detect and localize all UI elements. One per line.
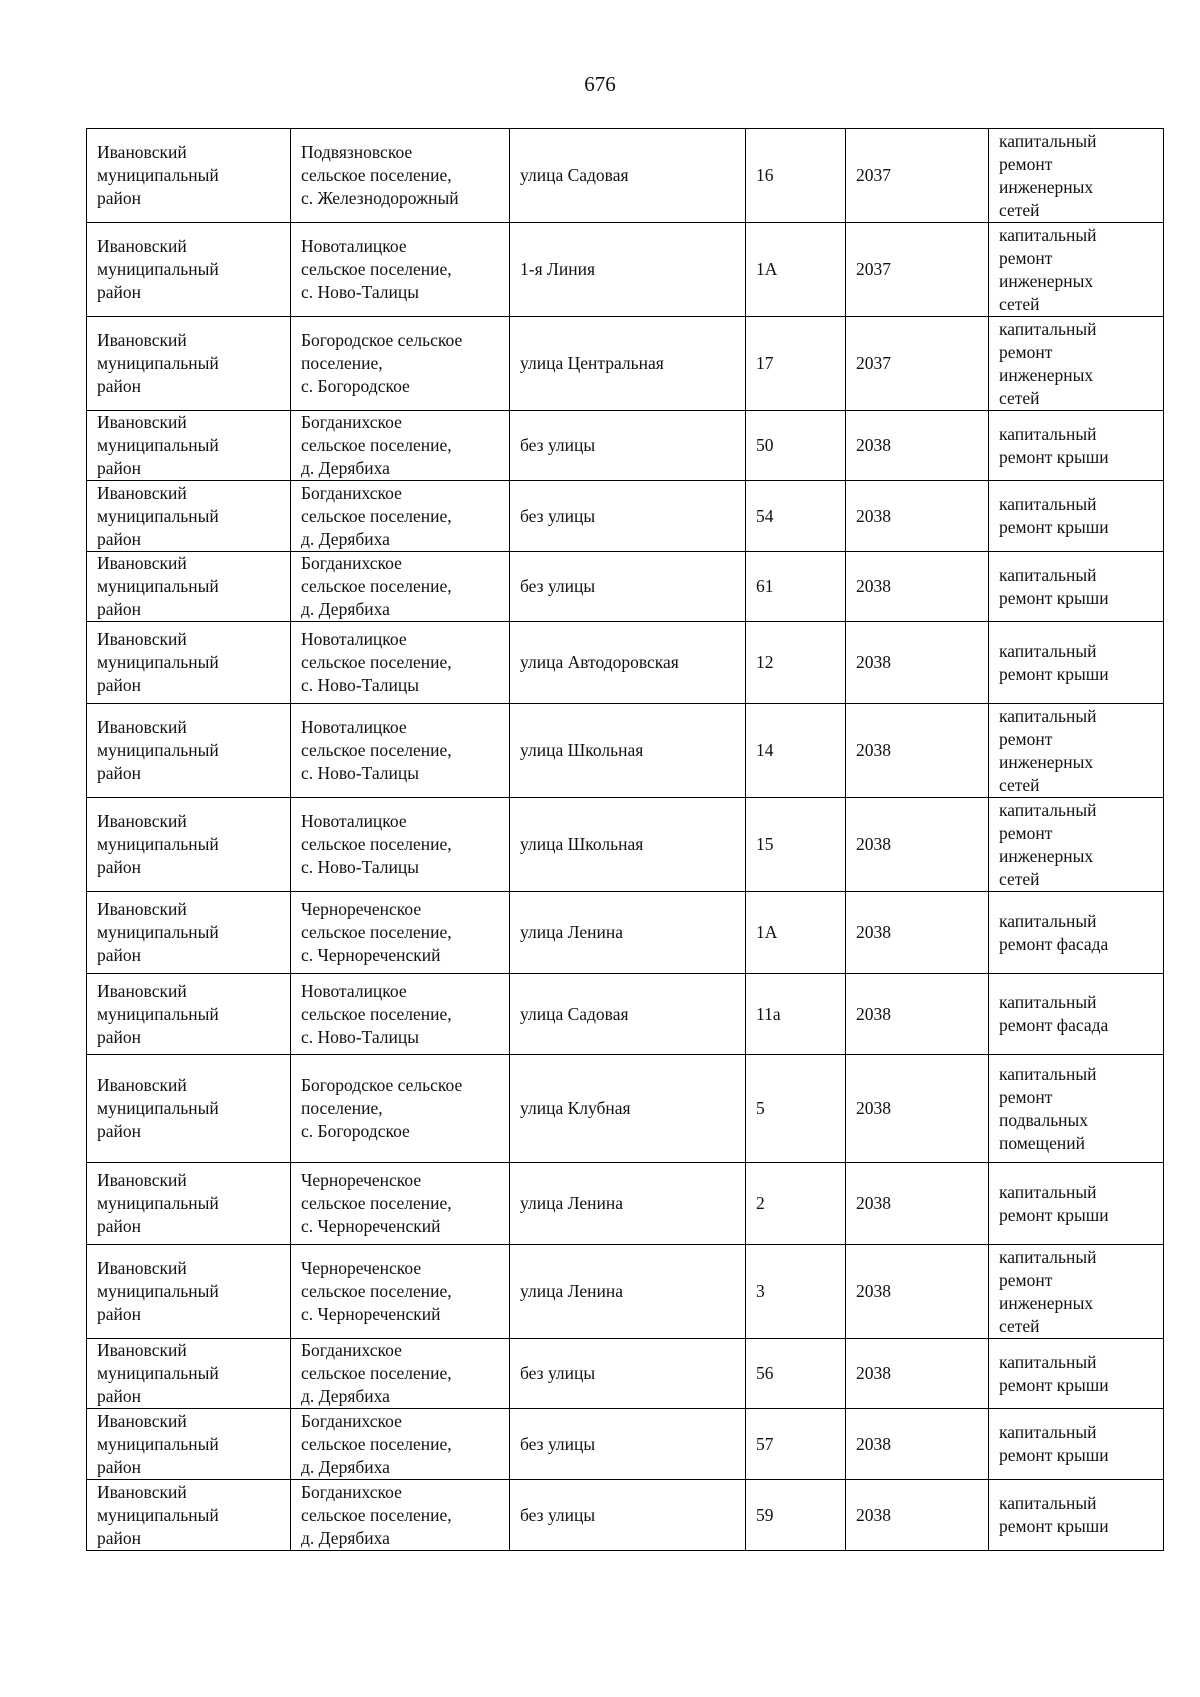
year-cell: [846, 1055, 989, 1163]
settlement-cell-text: Богородское сельское поселение, с. Богородское: [301, 1075, 463, 1141]
district-cell: [87, 1055, 291, 1163]
year-cell-text: 2038: [856, 1098, 891, 1118]
work-type-cell: [989, 1245, 1164, 1339]
district-cell: [87, 1163, 291, 1245]
year-cell: [846, 481, 989, 552]
district-cell: [87, 1480, 291, 1551]
table-row: [87, 411, 1164, 481]
district-cell: [87, 552, 291, 622]
house-number-cell-text: 54: [756, 505, 774, 526]
work-type-cell-text: капитальный ремонт инженерных сетей: [999, 318, 1097, 408]
table-row: [87, 1339, 1164, 1409]
street-cell-text: улица Клубная: [520, 1098, 631, 1118]
settlement-cell-text: Новоталицкое сельское поселение, с. Ново-Талицы: [301, 717, 452, 783]
street-cell-text: улица Ленина: [520, 1193, 623, 1213]
district-cell-text: Ивановский муниципальный район: [97, 412, 219, 478]
street-cell-text: улица Центральная: [520, 353, 664, 373]
district-cell: [87, 974, 291, 1055]
year-cell-text: 2038: [856, 1433, 891, 1454]
year-cell-text: 2038: [856, 1193, 891, 1213]
work-type-cell: [989, 481, 1164, 552]
table-row: [87, 552, 1164, 622]
work-type-cell: [989, 622, 1164, 704]
year-cell-text: 2037: [856, 165, 891, 185]
settlement-cell-text: Богданихское сельское поселение, д. Дерябиха: [301, 412, 452, 478]
work-type-cell-text: капитальный ремонт крыши: [999, 1422, 1109, 1465]
year-cell: [846, 798, 989, 892]
table-row: [87, 129, 1164, 223]
work-type-cell-text: капитальный ремонт инженерных сетей: [999, 705, 1097, 795]
street-cell: [510, 411, 746, 481]
year-cell: [846, 1245, 989, 1339]
year-cell: [846, 129, 989, 223]
house-number-cell: [746, 798, 846, 892]
district-cell-text: Ивановский муниципальный район: [97, 899, 219, 965]
year-cell: [846, 317, 989, 411]
housing-repair-table: [86, 128, 1164, 1551]
settlement-cell-text: Чернореченское сельское поселение, с. Чернореченский: [301, 1258, 452, 1324]
settlement-cell: [291, 317, 510, 411]
work-type-cell-text: капитальный ремонт крыши: [999, 494, 1109, 537]
settlement-cell: [291, 622, 510, 704]
street-cell: [510, 223, 746, 317]
work-type-cell-text: капитальный ремонт инженерных сетей: [999, 224, 1097, 314]
house-number-cell: [746, 622, 846, 704]
settlement-cell: [291, 1339, 510, 1409]
house-number-cell-text: 56: [756, 1363, 774, 1383]
street-cell: [510, 1055, 746, 1163]
house-number-cell-text: 11а: [756, 1003, 781, 1024]
settlement-cell-text: Богданихское сельское поселение, д. Дерябиха: [301, 482, 452, 549]
house-number-cell: [746, 317, 846, 411]
district-cell-text: Ивановский муниципальный район: [97, 142, 219, 208]
work-type-cell: [989, 1055, 1164, 1163]
work-type-cell-text: капитальный ремонт крыши: [999, 1493, 1109, 1536]
house-number-cell-text: 61: [756, 576, 774, 596]
house-number-cell-text: 15: [756, 834, 774, 854]
year-cell-text: 2038: [856, 435, 891, 455]
settlement-cell: [291, 892, 510, 974]
year-cell: [846, 704, 989, 798]
street-cell-text: без улицы: [520, 505, 596, 526]
street-cell: [510, 317, 746, 411]
year-cell-text: 2038: [856, 1003, 891, 1024]
settlement-cell-text: Подвязновское сельское поселение, с. Железнодорожный: [301, 142, 459, 208]
table-row: [87, 798, 1164, 892]
year-cell-text: 2037: [856, 259, 891, 279]
district-cell-text: Ивановский муниципальный район: [97, 1075, 219, 1141]
street-cell-text: 1-я Линия: [520, 259, 596, 279]
district-cell: [87, 622, 291, 704]
street-cell-text: без улицы: [520, 435, 596, 455]
street-cell-text: улица Ленина: [520, 1281, 623, 1301]
street-cell-text: без улицы: [520, 1504, 596, 1525]
settlement-cell: [291, 411, 510, 481]
settlement-cell-text: Богданихское сельское поселение, д. Дерябиха: [301, 553, 452, 619]
district-cell-text: Ивановский муниципальный район: [97, 1258, 219, 1324]
work-type-cell: [989, 1163, 1164, 1245]
work-type-cell-text: капитальный ремонт крыши: [999, 1181, 1109, 1225]
house-number-cell: [746, 552, 846, 622]
street-cell: [510, 1480, 746, 1551]
district-cell-text: Ивановский муниципальный район: [97, 1481, 219, 1548]
district-cell-text: Ивановский муниципальный район: [97, 236, 219, 302]
year-cell-text: 2038: [856, 1281, 891, 1301]
page-number: 676: [584, 72, 616, 96]
district-cell-text: Ивановский муниципальный район: [97, 629, 219, 695]
work-type-cell: [989, 223, 1164, 317]
table-row: [87, 704, 1164, 798]
table-row: [87, 1409, 1164, 1480]
table-row: [87, 892, 1164, 974]
street-cell: [510, 481, 746, 552]
year-cell: [846, 411, 989, 481]
work-type-cell: [989, 411, 1164, 481]
year-cell: [846, 552, 989, 622]
street-cell: [510, 974, 746, 1055]
district-cell-text: Ивановский муниципальный район: [97, 482, 219, 549]
district-cell-text: Ивановский муниципальный район: [97, 811, 219, 877]
year-cell-text: 2038: [856, 652, 891, 672]
street-cell-text: улица Ленина: [520, 922, 623, 942]
settlement-cell-text: Новоталицкое сельское поселение, с. Ново-Талицы: [301, 980, 452, 1047]
district-cell: [87, 223, 291, 317]
year-cell: [846, 1339, 989, 1409]
house-number-cell-text: 57: [756, 1433, 774, 1454]
work-type-cell-text: капитальный ремонт инженерных сетей: [999, 799, 1097, 889]
work-type-cell-text: капитальный ремонт инженерных сетей: [999, 1246, 1097, 1336]
table-row: [87, 974, 1164, 1055]
year-cell: [846, 1409, 989, 1480]
house-number-cell-text: 50: [756, 435, 774, 455]
house-number-cell: [746, 223, 846, 317]
street-cell: [510, 892, 746, 974]
street-cell: [510, 704, 746, 798]
house-number-cell: [746, 129, 846, 223]
street-cell: [510, 1163, 746, 1245]
district-cell: [87, 1339, 291, 1409]
year-cell-text: 2038: [856, 1363, 891, 1383]
house-number-cell-text: 14: [756, 740, 774, 760]
district-cell-text: Ивановский муниципальный район: [97, 1170, 219, 1236]
street-cell: [510, 1245, 746, 1339]
year-cell: [846, 1163, 989, 1245]
house-number-cell-text: 1А: [756, 259, 778, 279]
district-cell: [87, 704, 291, 798]
year-cell: [846, 974, 989, 1055]
district-cell-text: Ивановский муниципальный район: [97, 553, 219, 619]
work-type-cell-text: капитальный ремонт фасада: [999, 910, 1109, 954]
house-number-cell: [746, 974, 846, 1055]
house-number-cell: [746, 704, 846, 798]
street-cell: [510, 622, 746, 704]
table-row: [87, 1480, 1164, 1551]
street-cell: [510, 798, 746, 892]
year-cell: [846, 223, 989, 317]
settlement-cell: [291, 974, 510, 1055]
street-cell: [510, 1409, 746, 1480]
settlement-cell: [291, 481, 510, 552]
district-cell-text: Ивановский муниципальный район: [97, 980, 219, 1047]
house-number-cell-text: 17: [756, 353, 774, 373]
district-cell-text: Ивановский муниципальный район: [97, 1340, 219, 1406]
work-type-cell: [989, 129, 1164, 223]
house-number-cell: [746, 481, 846, 552]
settlement-cell-text: Чернореченское сельское поселение, с. Чернореченский: [301, 1170, 452, 1236]
table-row: [87, 481, 1164, 552]
street-cell-text: без улицы: [520, 576, 596, 596]
settlement-cell: [291, 1055, 510, 1163]
year-cell-text: 2038: [856, 740, 891, 760]
district-cell-text: Ивановский муниципальный район: [97, 1410, 219, 1477]
house-number-cell-text: 12: [756, 652, 774, 672]
settlement-cell: [291, 129, 510, 223]
district-cell: [87, 481, 291, 552]
district-cell: [87, 1409, 291, 1480]
work-type-cell: [989, 1480, 1164, 1551]
street-cell-text: улица Садовая: [520, 1003, 629, 1024]
house-number-cell: [746, 1409, 846, 1480]
district-cell: [87, 798, 291, 892]
house-number-cell-text: 3: [756, 1281, 765, 1301]
year-cell-text: 2038: [856, 1504, 891, 1525]
settlement-cell-text: Новоталицкое сельское поселение, с. Ново-Талицы: [301, 236, 452, 302]
table-row: [87, 1055, 1164, 1163]
work-type-cell-text: капитальный ремонт крыши: [999, 423, 1109, 467]
house-number-cell: [746, 892, 846, 974]
settlement-cell-text: Богородское сельское поселение, с. Богородское: [301, 330, 463, 396]
work-type-cell: [989, 798, 1164, 892]
settlement-cell: [291, 1245, 510, 1339]
work-type-cell: [989, 974, 1164, 1055]
table-row: [87, 317, 1164, 411]
house-number-cell: [746, 1480, 846, 1551]
year-cell: [846, 622, 989, 704]
district-cell-text: Ивановский муниципальный район: [97, 330, 219, 396]
year-cell: [846, 1480, 989, 1551]
house-number-cell-text: 1А: [756, 922, 778, 942]
district-cell: [87, 317, 291, 411]
house-number-cell: [746, 411, 846, 481]
year-cell-text: 2037: [856, 353, 891, 373]
settlement-cell: [291, 1163, 510, 1245]
work-type-cell-text: капитальный ремонт подвальных помещений: [999, 1063, 1097, 1153]
house-number-cell-text: 5: [756, 1098, 765, 1118]
district-cell: [87, 129, 291, 223]
year-cell-text: 2038: [856, 505, 891, 526]
table-row: [87, 1245, 1164, 1339]
work-type-cell-text: капитальный ремонт крыши: [999, 564, 1109, 608]
district-cell-text: Ивановский муниципальный район: [97, 717, 219, 783]
work-type-cell: [989, 1339, 1164, 1409]
table-row: [87, 223, 1164, 317]
settlement-cell-text: Богданихское сельское поселение, д. Дерябиха: [301, 1481, 452, 1548]
work-type-cell-text: капитальный ремонт крыши: [999, 1351, 1109, 1395]
street-cell-text: улица Школьная: [520, 740, 644, 760]
district-cell: [87, 1245, 291, 1339]
work-type-cell: [989, 892, 1164, 974]
district-cell: [87, 892, 291, 974]
work-type-cell: [989, 1409, 1164, 1480]
work-type-cell: [989, 552, 1164, 622]
work-type-cell-text: капитальный ремонт фасада: [999, 992, 1109, 1035]
settlement-cell: [291, 798, 510, 892]
house-number-cell-text: 2: [756, 1193, 765, 1213]
street-cell-text: без улицы: [520, 1433, 596, 1454]
house-number-cell-text: 59: [756, 1504, 774, 1525]
work-type-cell: [989, 704, 1164, 798]
house-number-cell: [746, 1055, 846, 1163]
work-type-cell: [989, 317, 1164, 411]
street-cell: [510, 129, 746, 223]
table-row: [87, 1163, 1164, 1245]
settlement-cell: [291, 1409, 510, 1480]
year-cell: [846, 892, 989, 974]
street-cell-text: улица Садовая: [520, 165, 629, 185]
settlement-cell: [291, 1480, 510, 1551]
house-number-cell: [746, 1245, 846, 1339]
table-row: [87, 622, 1164, 704]
year-cell-text: 2038: [856, 834, 891, 854]
street-cell-text: улица Автодоровская: [520, 652, 679, 672]
settlement-cell-text: Богданихское сельское поселение, д. Дерябиха: [301, 1410, 452, 1477]
year-cell-text: 2038: [856, 576, 891, 596]
settlement-cell: [291, 223, 510, 317]
settlement-cell-text: Богданихское сельское поселение, д. Дерябиха: [301, 1340, 452, 1406]
street-cell-text: без улицы: [520, 1363, 596, 1383]
house-number-cell: [746, 1163, 846, 1245]
street-cell-text: улица Школьная: [520, 834, 644, 854]
year-cell-text: 2038: [856, 922, 891, 942]
district-cell: [87, 411, 291, 481]
settlement-cell-text: Новоталицкое сельское поселение, с. Ново-Талицы: [301, 811, 452, 877]
work-type-cell-text: капитальный ремонт крыши: [999, 640, 1109, 684]
settlement-cell: [291, 704, 510, 798]
house-number-cell-text: 16: [756, 165, 774, 185]
house-number-cell: [746, 1339, 846, 1409]
street-cell: [510, 552, 746, 622]
work-type-cell-text: капитальный ремонт инженерных сетей: [999, 130, 1097, 220]
settlement-cell: [291, 552, 510, 622]
settlement-cell-text: Новоталицкое сельское поселение, с. Ново-Талицы: [301, 629, 452, 695]
street-cell: [510, 1339, 746, 1409]
settlement-cell-text: Чернореченское сельское поселение, с. Чернореченский: [301, 899, 452, 965]
table-body: [87, 129, 1164, 1551]
